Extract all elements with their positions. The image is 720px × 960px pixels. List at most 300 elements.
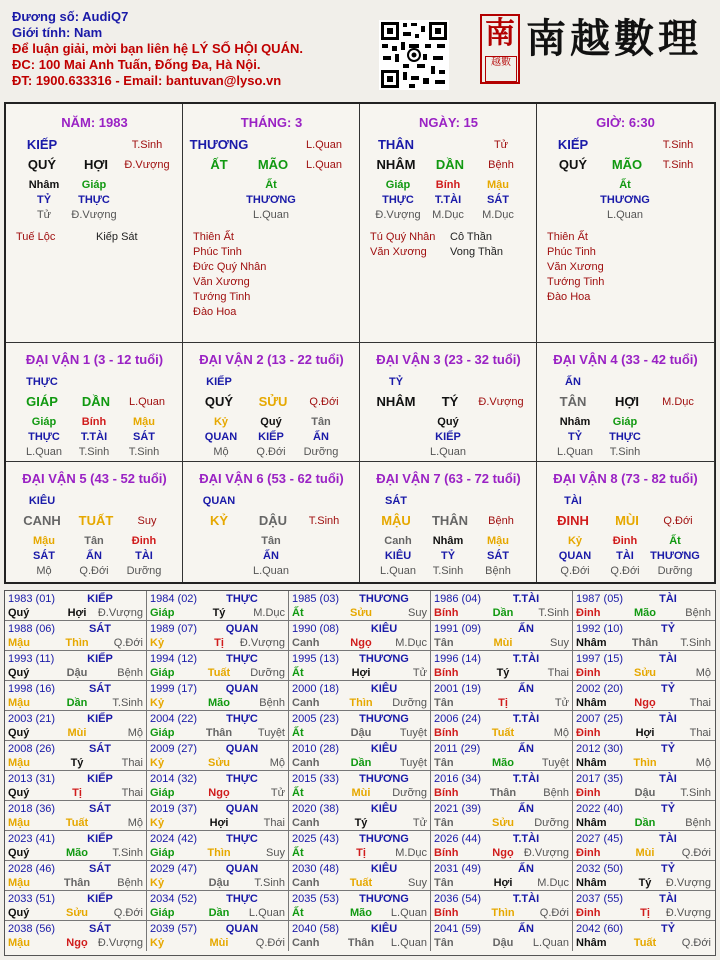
year-god: TỶ [660, 683, 676, 695]
dai-van-hidden-stage: Q.Đới [256, 446, 286, 458]
hidden-stage: M.Dục [432, 209, 464, 221]
dai-van-hidden-stem: Kỷ [567, 535, 583, 547]
dai-van-god: TỶ [388, 376, 404, 388]
dai-van-hidden-god: TÀI [135, 550, 153, 562]
year-branch: Thân [631, 637, 659, 649]
dai-van-stage: Q.Đới [663, 515, 693, 527]
year-stage: Mộ [269, 757, 285, 769]
special-star: Đào Hoa [547, 291, 591, 303]
year-cell [5, 921, 147, 951]
year-cell [431, 651, 573, 681]
year-stem: Nhâm [576, 757, 607, 769]
dai-van-hidden-stage: L.Quan [25, 446, 63, 458]
year-stage: T.Sinh [680, 787, 711, 799]
year-label: 2035 (53) [292, 893, 340, 905]
hidden-stage: Tử [36, 209, 52, 221]
year-branch: Hợi [209, 817, 229, 829]
dai-van-hidden-stage: Mộ [36, 565, 52, 577]
year-branch: Mão [634, 607, 656, 619]
contact-intro: Để luận giải, mời bạn liên hệ LÝ SỐ HỘI QUÁN. [12, 41, 303, 56]
year-cell [147, 861, 289, 891]
special-star: Thiên Ất [547, 231, 588, 243]
year-stem: Bính [434, 667, 459, 679]
dai-van-stem: CANH [23, 513, 61, 528]
year-branch: Dần [350, 757, 372, 769]
year-stem: Giáp [150, 787, 175, 799]
year-cell [289, 681, 431, 711]
pillar-stem-god: THÂN [377, 137, 415, 152]
year-label: 1985 (03) [292, 593, 340, 605]
year-label: 1998 (16) [8, 683, 56, 695]
pillar-stem-god: THƯƠNG [189, 137, 249, 152]
year-stage: M.Dục [395, 637, 427, 649]
dai-van-7 [360, 462, 537, 582]
year-stem: Đinh [576, 907, 601, 919]
hidden-stem: Ất [265, 179, 277, 191]
year-label: 1995 (13) [292, 653, 340, 665]
dai-van-title: ĐẠI VẬN 1 (3 - 12 tuổi) [25, 352, 164, 367]
year-branch: Tị [356, 847, 366, 859]
year-stem: Đinh [576, 787, 601, 799]
dai-van-god: KIÊU [28, 495, 56, 507]
year-cell [431, 591, 573, 621]
year-god: KIẾP [87, 593, 113, 605]
dai-van-2 [183, 343, 360, 462]
year-branch: Thìn [65, 637, 89, 649]
year-label: 1999 (17) [150, 683, 198, 695]
dai-van-hidden-god: THƯƠNG [650, 550, 700, 562]
owner-info [12, 9, 303, 89]
dai-van-stem: KỶ [209, 513, 229, 528]
dai-van-stem: ĐINH [557, 513, 589, 528]
dai-van-stem: NHÂM [376, 394, 416, 409]
pillar-title: NĂM: 1983 [61, 115, 128, 130]
year-stem: Nhâm [576, 877, 607, 889]
year-cell [147, 711, 289, 741]
dai-van-hidden-god: THỰC [609, 431, 641, 443]
year-god: ẤN [518, 743, 534, 755]
year-cell [147, 831, 289, 861]
dai-van-title: ĐẠI VẬN 7 (63 - 72 tuổi) [376, 471, 521, 486]
dai-van-hidden-stem: Canh [384, 535, 412, 547]
dai-van-hidden-stage: Mộ [213, 446, 229, 458]
year-cell [147, 651, 289, 681]
year-god: T.TÀI [512, 893, 540, 905]
year-stem: Đinh [576, 607, 601, 619]
year-label: 2031 (49) [434, 863, 482, 875]
dai-van-4 [537, 343, 715, 462]
dai-van-hidden-god: TỶ [440, 550, 456, 562]
year-stage: Thai [689, 697, 711, 709]
year-god: TỶ [660, 923, 676, 935]
year-cell [147, 801, 289, 831]
year-branch: Tị [214, 637, 224, 649]
year-stage: Q.Đới [681, 847, 711, 859]
year-branch: Thìn [633, 757, 657, 769]
year-god: TÀI [659, 893, 677, 905]
year-god: ẤN [518, 923, 534, 935]
year-stem: Quý [8, 667, 30, 679]
year-cell [289, 741, 431, 771]
special-star: Phúc Tinh [547, 246, 596, 258]
year-label: 2005 (23) [292, 713, 340, 725]
year-label: 2040 (58) [292, 923, 340, 935]
hidden-stage: M.Dục [482, 209, 514, 221]
year-god: SÁT [89, 683, 111, 695]
year-branch: Thân [205, 727, 233, 739]
year-stem: Giáp [150, 607, 175, 619]
year-label: 2015 (33) [292, 773, 340, 785]
year-branch: Ngọ [208, 787, 230, 799]
pillar-hour [537, 104, 715, 343]
year-stem: Quý [8, 607, 30, 619]
year-label: 2008 (26) [8, 743, 56, 755]
year-stage: Mộ [553, 727, 569, 739]
year-stem: Mậu [8, 817, 30, 829]
dai-van-hidden-stem: Tân [84, 535, 104, 547]
year-god: T.TÀI [512, 713, 540, 725]
dai-van-title: ĐẠI VẬN 5 (43 - 52 tuổi) [22, 471, 167, 486]
year-cell [431, 861, 573, 891]
dai-van-hidden-stage: T.Sinh [78, 446, 110, 458]
year-god: T.TÀI [512, 773, 540, 785]
year-cell [289, 891, 431, 921]
year-label: 2014 (32) [150, 773, 198, 785]
year-label: 1983 (01) [8, 593, 56, 605]
year-stem: Canh [292, 877, 320, 889]
special-star: Văn Xương [193, 276, 250, 288]
dai-van-hidden-god: THỰC [28, 431, 60, 443]
year-cell [5, 651, 147, 681]
year-god: THƯƠNG [359, 893, 409, 905]
year-cell [289, 831, 431, 861]
year-branch: Sửu [633, 667, 657, 679]
year-branch: Ngọ [492, 847, 514, 859]
year-branch: Tị [498, 697, 508, 709]
year-stem: Nhâm [576, 637, 607, 649]
year-label: 2023 (41) [8, 833, 56, 845]
year-branch: Tuất [65, 817, 89, 829]
dai-van-hidden-stem: Nhâm [432, 535, 464, 547]
year-stage: Bệnh [117, 877, 143, 889]
year-stage: M.Dục [537, 877, 569, 889]
pillar-heavenly-stem: NHÂM [376, 157, 416, 172]
year-label: 2024 (42) [150, 833, 198, 845]
year-branch: Dậu [208, 877, 230, 889]
year-god: THƯƠNG [359, 713, 409, 725]
year-stage: T.Sinh [112, 697, 143, 709]
dai-van-god: KIẾP [206, 376, 232, 388]
year-cell [573, 861, 715, 891]
year-god: SÁT [89, 623, 111, 635]
year-cell [5, 741, 147, 771]
year-stage: Tử [412, 817, 427, 829]
year-stage: Thai [689, 727, 711, 739]
dai-van-hidden-god: T.TÀI [80, 431, 108, 443]
year-stage: L.Quan [390, 937, 427, 949]
dai-van-hidden-god: QUAN [558, 550, 592, 562]
year-stage: Q.Đới [113, 907, 143, 919]
year-cell [147, 681, 289, 711]
dai-van-hidden-stem: Đinh [612, 535, 638, 547]
year-label: 1989 (07) [150, 623, 198, 635]
pillar-stem-god: KIẾP [557, 137, 589, 152]
pillar-earthly-branch: DẦN [435, 157, 465, 172]
year-stem: Mậu [8, 697, 30, 709]
year-god: TỶ [660, 743, 676, 755]
year-label: 1990 (08) [292, 623, 340, 635]
year-cell [289, 771, 431, 801]
year-branch: Thìn [349, 697, 373, 709]
dai-van-branch: DẬU [258, 513, 288, 528]
year-stage: Thai [263, 817, 285, 829]
year-label: 2000 (18) [292, 683, 340, 695]
dai-van-1 [6, 343, 183, 462]
year-cell [5, 621, 147, 651]
year-god: KIÊU [370, 623, 398, 635]
year-god: THỰC [226, 593, 258, 605]
year-label: 2032 (50) [576, 863, 624, 875]
hidden-stage: Đ.Vượng [375, 209, 421, 221]
year-label: 2009 (27) [150, 743, 198, 755]
dai-van-title: ĐẠI VẬN 8 (73 - 82 tuổi) [553, 471, 698, 486]
year-cell [431, 681, 573, 711]
year-branch: Mão [350, 907, 372, 919]
year-cell [5, 861, 147, 891]
year-cell [573, 891, 715, 921]
dai-van-hidden-stem: Quý [260, 416, 282, 428]
dai-van-hidden-stem: Quý [437, 416, 459, 428]
year-stage: Đ.Vượng [97, 607, 143, 619]
year-branch: Hợi [67, 607, 87, 619]
year-branch: Mùi [635, 847, 655, 859]
year-cell [573, 921, 715, 951]
year-god: QUAN [225, 683, 259, 695]
dai-van-branch: DẦN [81, 394, 111, 409]
year-branch: Tuất [491, 727, 515, 739]
year-stage: Q.Đới [113, 637, 143, 649]
year-stage: Tuyệt [541, 757, 569, 769]
dai-van-hidden-stem: Nhâm [559, 416, 591, 428]
pillar-earthly-branch: MÃO [257, 157, 289, 172]
year-cell [147, 891, 289, 921]
hidden-stem: Ất [619, 179, 631, 191]
year-stage: Tử [270, 787, 285, 799]
dai-van-hidden-stage: Q.Đới [560, 565, 590, 577]
year-branch: Dần [208, 907, 230, 919]
year-label: 2041 (59) [434, 923, 482, 935]
special-star: Đào Hoa [193, 306, 237, 318]
year-stem: Tân [434, 637, 454, 649]
hidden-god: THƯƠNG [600, 194, 650, 206]
dai-van-hidden-stem: Giáp [612, 416, 638, 428]
year-stage: Tử [554, 697, 569, 709]
year-god: THỰC [226, 893, 258, 905]
year-stem: Bính [434, 607, 459, 619]
dai-van-hidden-god: KIẾP [258, 431, 284, 443]
year-cell [147, 591, 289, 621]
year-god: QUAN [225, 803, 259, 815]
seal-big-char: 南 [485, 17, 515, 50]
year-cell [431, 891, 573, 921]
year-god: T.TÀI [512, 593, 540, 605]
year-stem: Ất [292, 907, 304, 919]
year-cell [431, 801, 573, 831]
special-star: Đức Quý Nhân [193, 261, 267, 273]
dai-van-hidden-stem: Mậu [33, 535, 55, 547]
year-stem: Canh [292, 817, 320, 829]
year-cell [147, 621, 289, 651]
year-branch: Dần [66, 697, 88, 709]
year-label: 1988 (06) [8, 623, 56, 635]
year-branch: Tý [70, 757, 84, 769]
year-stage: Thai [547, 667, 569, 679]
year-stage: Tuyệt [257, 727, 285, 739]
hidden-stage: L.Quan [606, 209, 644, 221]
year-branch: Tị [72, 787, 82, 799]
year-cell [5, 591, 147, 621]
year-god: ẤN [518, 803, 534, 815]
year-cell [5, 891, 147, 921]
dai-van-hidden-god: SÁT [33, 550, 55, 562]
year-branch: Ngọ [634, 697, 656, 709]
pillar-earthly-branch: MÃO [611, 157, 643, 172]
year-branch: Dậu [492, 937, 514, 949]
year-stage: Dưỡng [392, 787, 427, 799]
pillar-branch-stage: Bệnh [488, 159, 514, 171]
dai-van-title: ĐẠI VẬN 3 (23 - 32 tuổi) [376, 352, 521, 367]
year-label: 1993 (11) [8, 653, 55, 665]
year-god: THỰC [226, 653, 258, 665]
special-star: Văn Xương [547, 261, 604, 273]
year-cell [573, 771, 715, 801]
dai-van-6 [183, 462, 360, 582]
year-branch: Tuất [349, 877, 373, 889]
year-branch: Tý [638, 877, 652, 889]
year-stage: L.Quan [248, 907, 285, 919]
year-stem: Đinh [576, 847, 601, 859]
year-label: 2019 (37) [150, 803, 198, 815]
special-star: Kiếp Sát [96, 231, 138, 243]
hidden-god: THỰC [382, 194, 414, 206]
year-branch: Hợi [635, 727, 655, 739]
year-stem: Nhâm [576, 697, 607, 709]
year-cell [573, 711, 715, 741]
year-label: 2037 (55) [576, 893, 624, 905]
year-god: THƯƠNG [359, 833, 409, 845]
year-stem: Quý [8, 907, 30, 919]
year-stage: Thai [121, 757, 143, 769]
year-god: SÁT [89, 923, 111, 935]
year-label: 2028 (46) [8, 863, 56, 875]
year-god: TÀI [659, 713, 677, 725]
year-stem: Giáp [150, 667, 175, 679]
year-cell [5, 831, 147, 861]
pillar-stem-stage: L.Quan [305, 139, 343, 151]
pillar-earthly-branch: HỢI [83, 157, 109, 172]
year-label: 2022 (40) [576, 803, 624, 815]
dai-van-hidden-stem: Bính [81, 416, 107, 428]
dai-van-stem: GIÁP [26, 394, 58, 409]
year-branch: Thân [489, 787, 517, 799]
year-label: 1994 (12) [150, 653, 198, 665]
year-label: 2029 (47) [150, 863, 198, 875]
year-god: TÀI [659, 653, 677, 665]
year-stem: Tân [434, 877, 454, 889]
year-branch: Dần [492, 607, 514, 619]
dai-van-god: ẤN [565, 376, 581, 388]
pillar-stem-stage: T.Sinh [662, 139, 694, 151]
year-label: 2038 (56) [8, 923, 56, 935]
pillar-branch-stage: Đ.Vượng [124, 159, 170, 171]
year-god: THỰC [226, 713, 258, 725]
year-branch: Dậu [66, 667, 88, 679]
year-stage: Bệnh [259, 697, 285, 709]
year-branch: Tuất [207, 667, 231, 679]
year-branch: Hợi [351, 667, 371, 679]
dai-van-branch: MÙI [615, 513, 639, 528]
year-branch: Tý [354, 817, 368, 829]
year-label: 2003 (21) [8, 713, 56, 725]
year-god: TỶ [660, 803, 676, 815]
year-branch: Thìn [207, 847, 231, 859]
year-branch: Tị [640, 907, 650, 919]
year-god: THƯƠNG [359, 653, 409, 665]
dai-van-hidden-god: ẤN [86, 550, 102, 562]
pillar-month [183, 104, 360, 343]
dai-van-hidden-god: ẤN [313, 431, 329, 443]
year-cell [431, 771, 573, 801]
owner-gender: Giới tính: Nam [12, 25, 103, 40]
dai-van-branch: THÂN [431, 513, 469, 528]
year-label: 2018 (36) [8, 803, 56, 815]
pillar-stem-god: KIẾP [26, 137, 58, 152]
year-label: 2016 (34) [434, 773, 482, 785]
year-stage: M.Dục [253, 607, 285, 619]
year-label: 2033 (51) [8, 893, 56, 905]
dai-van-stem: TÂN [559, 394, 587, 409]
dai-van-5 [6, 462, 183, 582]
dai-van-hidden-stage: L.Quan [556, 446, 594, 458]
year-label: 2006 (24) [434, 713, 482, 725]
pillar-stem-stage: Tử [493, 139, 509, 151]
year-stem: Ất [292, 727, 304, 739]
year-stage: T.Sinh [538, 607, 569, 619]
year-stem: Giáp [150, 847, 175, 859]
year-stage: Đ.Vượng [665, 877, 711, 889]
year-branch: Mùi [351, 787, 371, 799]
year-cell [431, 741, 573, 771]
dai-van-hidden-stem: Tân [261, 535, 281, 547]
year-stage: Dưỡng [250, 667, 285, 679]
dai-van-hidden-stage: T.Sinh [609, 446, 641, 458]
year-stem: Bính [434, 907, 459, 919]
seal-stamp [480, 14, 520, 84]
hidden-stage: L.Quan [252, 209, 290, 221]
year-label: 2026 (44) [434, 833, 482, 845]
special-star: Thiên Ất [193, 231, 234, 243]
qr-code-icon [379, 20, 449, 90]
dai-van-hidden-stage: T.Sinh [128, 446, 160, 458]
year-cell [289, 861, 431, 891]
year-stem: Kỷ [150, 757, 165, 769]
year-stage: Mộ [127, 817, 143, 829]
year-stem: Mậu [8, 757, 30, 769]
special-star: Vong Thần [450, 246, 504, 258]
year-label: 2036 (54) [434, 893, 482, 905]
dai-van-hidden-stem: Ất [669, 535, 681, 547]
year-stage: Suy [266, 847, 285, 859]
